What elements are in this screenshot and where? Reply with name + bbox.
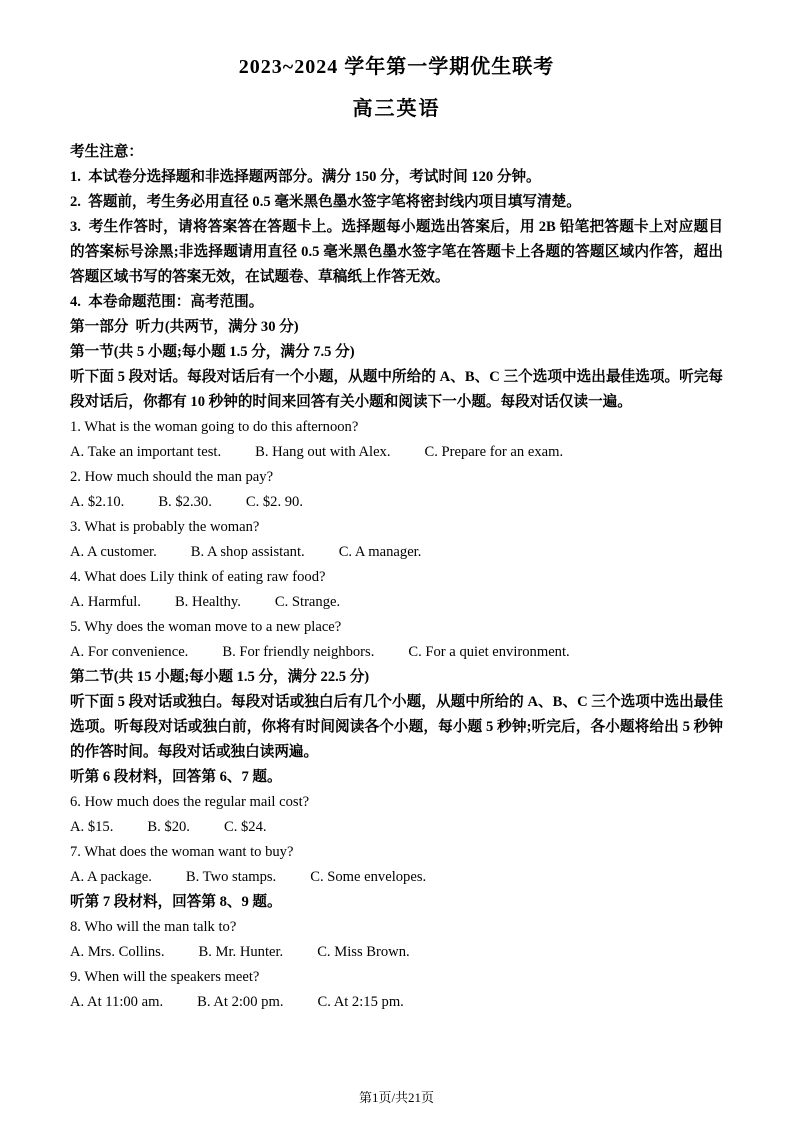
exam-subject: 高三英语 [352,98,441,120]
answer-option: A. Harmful. [70,594,141,610]
exam-title: 2023~2024 学年第一学期优生联考 [238,56,555,78]
question-line: 4. What does Lily think of eating raw food? [70,569,326,585]
answer-option: B. $20. [147,819,190,835]
options-row [70,490,723,515]
answer-option: B. Hang out with Alex. [255,444,391,460]
answer-option: C. $2. 90. [245,494,304,510]
question-line: 1. What is the woman going to do this afternoon? [70,419,359,435]
answer-option: B. At 2:00 pm. [197,994,284,1010]
answer-option: B. Mr. Hunter. [198,944,284,960]
section-heading: 第二节(共 15 小题;每小题 1.5 分，满分 22.5 分) [70,669,370,685]
options-row [70,540,723,565]
answer-option: B. Two stamps. [185,869,277,885]
answer-option: C. Prepare for an exam. [424,444,564,460]
section-heading: 第一部分 听力(共两节，满分 30 分) [70,319,299,335]
question-line: 2. How much should the man pay? [70,469,274,485]
answer-option: B. A shop assistant. [190,544,305,560]
answer-option: C. $24. [223,819,267,835]
question-line: 3. What is probably the woman? [70,519,260,535]
answer-option: C. Some envelopes. [310,869,427,885]
question-line: 8. Who will the man talk to? [70,919,237,935]
question-line: 7. What does the woman want to buy? [70,844,294,860]
answer-option: C. Miss Brown. [317,944,410,960]
answer-option: C. A manager. [338,544,422,560]
answer-option: A. A customer. [70,544,157,560]
answer-option: A. At 11:00 am. [70,994,164,1010]
section-heading: 4. 本卷命题范围：高考范围。 [70,294,264,310]
answer-option: B. Healthy. [174,594,241,610]
section-heading: 听下面 5 段对话或独白。每段对话或独白后有几个小题，从题中所给的 A、B、C 三个选项中选出最佳选项。听每段对话或独白前，你将有时间阅读各个小题，每小题 5 秒钟;听完后，各小题将给出 5 秒钟的作答时间。每段对话或独白读两遍。 [70,694,723,760]
section-heading: 考生注意： [70,144,143,160]
section-heading: 听第 7 段材料，回答第 8、9 题。 [70,894,282,910]
question-line: 9. When will the speakers meet? [70,969,260,985]
answer-option: A. A package. [70,869,152,885]
section-heading: 2. 答题前，考生务必用直径 0.5 毫米黑色墨水签字笔将密封线内项目填写清楚。 [70,194,581,210]
answer-option: A. $15. [70,819,114,835]
options-row [70,640,723,665]
answer-option: A. $2.10. [70,494,125,510]
section-heading: 3. 考生作答时，请将答案答在答题卡上。选择题每小题选出答案后，用 2B 铅笔把答题卡上对应题目的答案标号涂黑;非选择题请用直径 0.5 毫米黑色墨水签字笔在答题卡上各题的答题区域内作答，超出答题区域书写的答案无效，在试题卷、草稿纸上作答无效。 [70,219,723,285]
answer-option: C. At 2:15 pm. [317,994,404,1010]
answer-option: B. For friendly neighbors. [222,644,375,660]
document-body [70,140,723,1015]
options-row [70,865,723,890]
answer-option: C. For a quiet environment. [408,644,570,660]
answer-option: C. Strange. [274,594,341,610]
section-heading: 第一节(共 5 小题;每小题 1.5 分，满分 7.5 分) [70,344,355,360]
answer-option: B. $2.30. [158,494,212,510]
page-number: 第1页/共21页 [358,1090,435,1105]
answer-option: A. Take an important test. [70,444,222,460]
section-heading: 听第 6 段材料，回答第 6、7 题。 [70,769,282,785]
options-row [70,940,723,965]
answer-option: A. For convenience. [70,644,189,660]
options-row [70,590,723,615]
section-heading: 听下面 5 段对话。每段对话后有一个小题，从题中所给的 A、B、C 三个选项中选出最佳选项。听完每段对话后，你都有 10 秒钟的时间来回答有关小题和阅读下一小题。每段对话仅读一遍。 [70,369,723,410]
options-row [70,990,723,1015]
section-heading: 1. 本试卷分选择题和非选择题两部分。满分 150 分，考试时间 120 分钟。 [70,169,541,185]
question-line: 5. Why does the woman move to a new place? [70,619,342,635]
options-row [70,440,723,465]
options-row [70,815,723,840]
answer-option: A. Mrs. Collins. [70,944,165,960]
question-line: 6. How much does the regular mail cost? [70,794,310,810]
